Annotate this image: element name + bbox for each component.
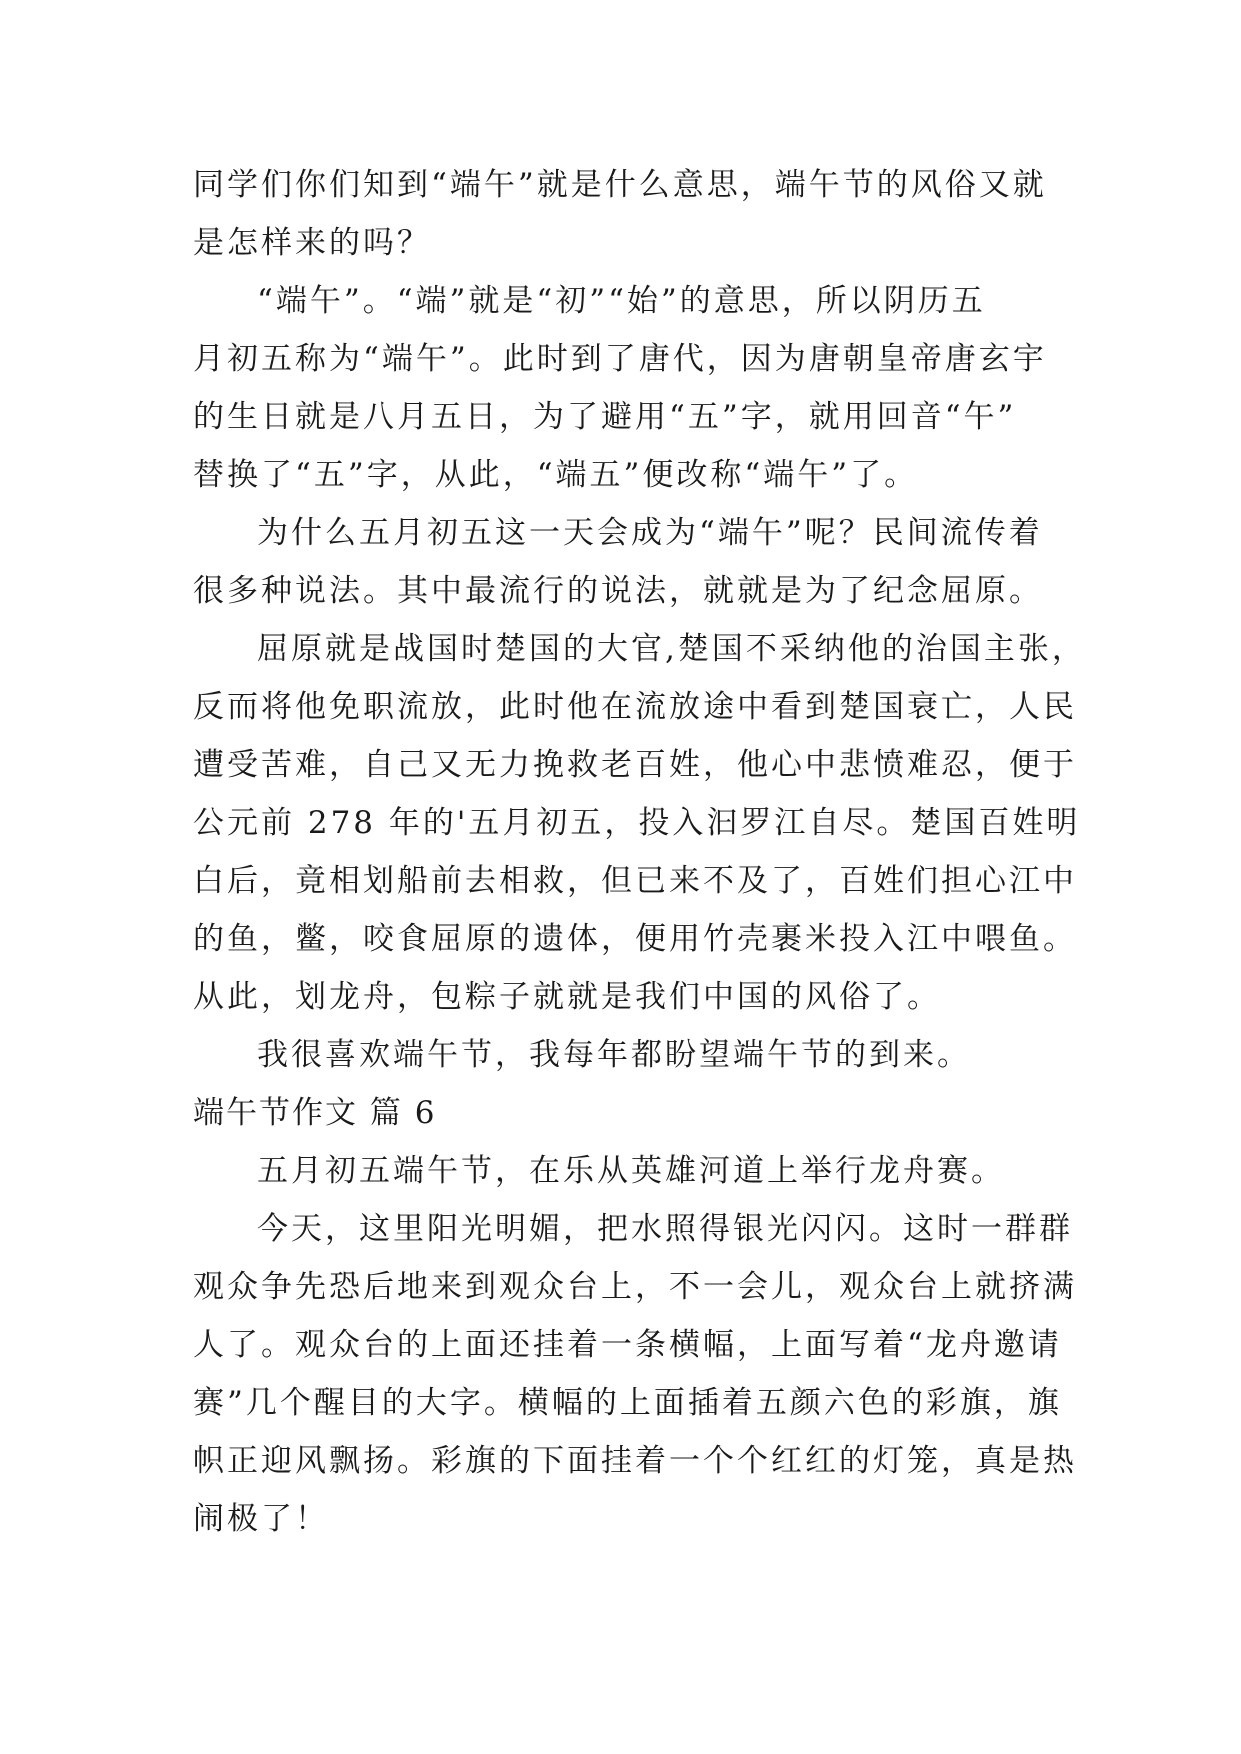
text-line: 的鱼，鳖，咬食屈原的遗体，便用竹壳裹米投入江中喂鱼。	[193, 921, 1077, 957]
text-line: 遭受苦难，自己又无力挽救老百姓，他心中悲愤难忍，便于	[193, 747, 1077, 783]
text-line: 很多种说法。其中最流行的说法，就就是为了纪念屈原。	[193, 573, 1043, 609]
text-line: 我很喜欢端午节，我每年都盼望端午节的到来。	[257, 1037, 971, 1073]
text-line: 帜正迎风飘扬。彩旗的下面挂着一个个红红的灯笼，真是热	[193, 1443, 1077, 1479]
section-heading: 端午节作文 篇 6	[193, 1095, 437, 1131]
text-line: 赛”几个醒目的大字。横幅的上面插着五颜六色的彩旗，旗	[193, 1385, 1062, 1421]
paragraph-intro-question	[193, 156, 1053, 272]
text-line: “端午”。“端”就是“初”“始”的意思，所以阴历五	[257, 283, 986, 319]
text-line: 月初五称为“端午”。此时到了唐代，因为唐朝皇帝唐玄宇	[193, 341, 1047, 377]
text-line: 从此，划龙舟，包粽子就就是我们中国的风俗了。	[193, 979, 941, 1015]
paragraph-why-fifth-day	[193, 504, 1053, 620]
paragraph-race-scene	[193, 1200, 1077, 1548]
paragraph-dragon-boat-race	[193, 1142, 1053, 1200]
text-line: 屈原就是战国时楚国的大官,楚国不采纳他的治国主张，	[257, 631, 1086, 667]
text-line: 今天，这里阳光明媚，把水照得银光闪闪。这时一群群	[257, 1211, 1073, 1247]
text-line: 五月初五端午节，在乐从英雄河道上举行龙舟赛。	[257, 1153, 1005, 1189]
text-line: 反而将他免职流放，此时他在流放途中看到楚国衰亡，人民	[193, 689, 1077, 725]
paragraph-qu-yuan-story	[193, 620, 1086, 1026]
text-line: 是怎样来的吗？	[193, 225, 431, 261]
text-line: 闹极了！	[193, 1501, 329, 1537]
text-line: 替换了“五”字，从此，“端五”便改称“端午”了。	[193, 457, 919, 493]
paragraph-conclusion	[193, 1026, 1053, 1084]
document-body	[193, 156, 1086, 1548]
text-line: 同学们你们知到“端午”就是什么意思，端午节的风俗又就	[193, 167, 1047, 203]
text-line: 为什么五月初五这一天会成为“端午”呢？民间流传着	[257, 515, 1043, 551]
text-line: 公元前 278 年的'五月初五，投入汩罗江自尽。楚国百姓明	[193, 805, 1081, 841]
text-line: 人了。观众台的上面还挂着一条横幅，上面写着“龙舟邀请	[193, 1327, 1062, 1363]
text-line: 白后，竟相划船前去相救，但已来不及了，百姓们担心江中	[193, 863, 1077, 899]
text-line: 观众争先恐后地来到观众台上，不一会儿，观众台上就挤满	[193, 1269, 1077, 1305]
text-line: 的生日就是八月五日，为了避用“五”字，就用回音“午”	[193, 399, 1017, 435]
paragraph-duanwu-meaning	[193, 272, 1053, 504]
